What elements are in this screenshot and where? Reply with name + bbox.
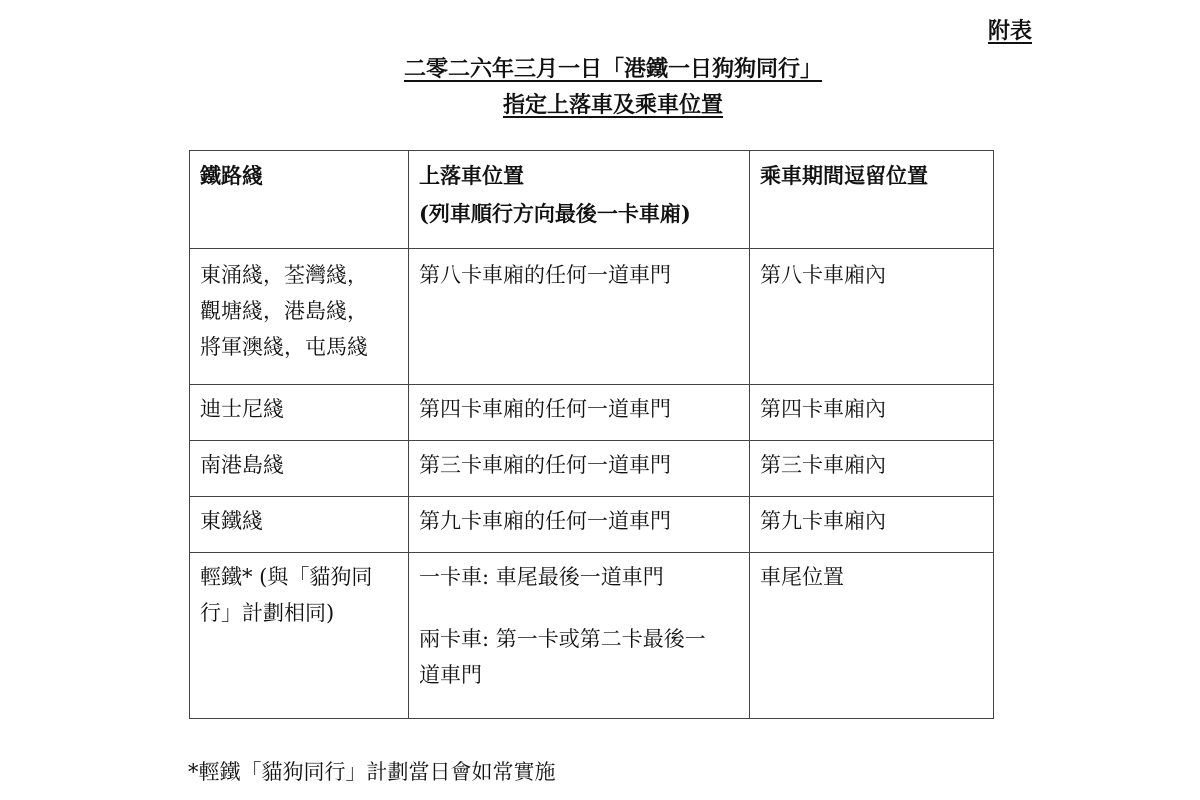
cell-text: 第四卡車廂內: [760, 397, 886, 421]
document-title: [13, 52, 1200, 83]
annex-label: 附表: [988, 18, 1033, 44]
cell-text: 第八卡車廂的任何一道車門: [419, 263, 671, 287]
cell-text: 道車門: [419, 663, 482, 687]
table-row: [190, 553, 994, 719]
header-boarding-position: [409, 151, 750, 249]
table-header-row: [190, 151, 994, 249]
header-riding-position-label: 乘車期間逗留位置: [760, 163, 928, 188]
cell-text: 一卡車: 車尾最後一道車門: [419, 565, 664, 589]
header-railway-line-label: 鐵路綫: [200, 163, 263, 188]
cell-text: 東鐵綫: [200, 509, 263, 533]
header-railway-line: [190, 151, 409, 249]
table-row: [190, 385, 994, 441]
cell-boarding-position: [409, 385, 750, 441]
cell-text: 迪士尼綫: [200, 397, 284, 421]
footnote: *輕鐵「貓狗同行」計劃當日會如常實施: [188, 760, 556, 784]
cell-text: 東涌綫，荃灣綫，: [200, 263, 368, 287]
cell-railway-line: [190, 249, 409, 385]
cell-riding-position: [750, 497, 994, 553]
cell-text: 輕鐵* (與「貓狗同: [200, 565, 373, 589]
cell-riding-position: [750, 249, 994, 385]
document-subtitle: [13, 88, 1200, 119]
cell-text: 將軍澳綫，屯馬綫: [200, 335, 368, 359]
document-title-line-2: 指定上落車及乘車位置: [502, 92, 723, 118]
cell-text: 第四卡車廂的任何一道車門: [419, 397, 671, 421]
cell-railway-line: [190, 497, 409, 553]
cell-boarding-position: [409, 249, 750, 385]
cell-boarding-position: [409, 553, 750, 719]
cell-text: 第九卡車廂內: [760, 509, 886, 533]
header-boarding-position-label: 上落車位置: [419, 163, 524, 188]
cell-riding-position: [750, 385, 994, 441]
cell-riding-position: [750, 553, 994, 719]
cell-text: 南港島綫: [200, 453, 284, 477]
header-riding-position: [750, 151, 994, 249]
cell-riding-position: [750, 441, 994, 497]
table-row: [190, 441, 994, 497]
cell-text: 第九卡車廂的任何一道車門: [419, 509, 671, 533]
boarding-position-table: [189, 150, 994, 719]
cell-text: 第八卡車廂內: [760, 263, 886, 287]
cell-boarding-position: [409, 497, 750, 553]
document-title-line-1: 二零二六年三月一日「港鐵一日狗狗同行」: [403, 56, 822, 82]
cell-text: 車尾位置: [760, 565, 844, 589]
table-row: [190, 249, 994, 385]
cell-text: 觀塘綫，港島綫，: [200, 299, 368, 323]
paragraph-spacer: [419, 595, 739, 621]
table-row: [190, 497, 994, 553]
cell-railway-line: [190, 385, 409, 441]
cell-text: 行」計劃相同): [200, 601, 335, 625]
header-boarding-position-note: (列車順行方向最後一卡車廂): [419, 201, 691, 226]
cell-text: 第三卡車廂內: [760, 453, 886, 477]
cell-text: 第三卡車廂的任何一道車門: [419, 453, 671, 477]
cell-text: 兩卡車: 第一卡或第二卡最後一: [419, 627, 706, 651]
cell-railway-line: [190, 553, 409, 719]
cell-boarding-position: [409, 441, 750, 497]
cell-railway-line: [190, 441, 409, 497]
